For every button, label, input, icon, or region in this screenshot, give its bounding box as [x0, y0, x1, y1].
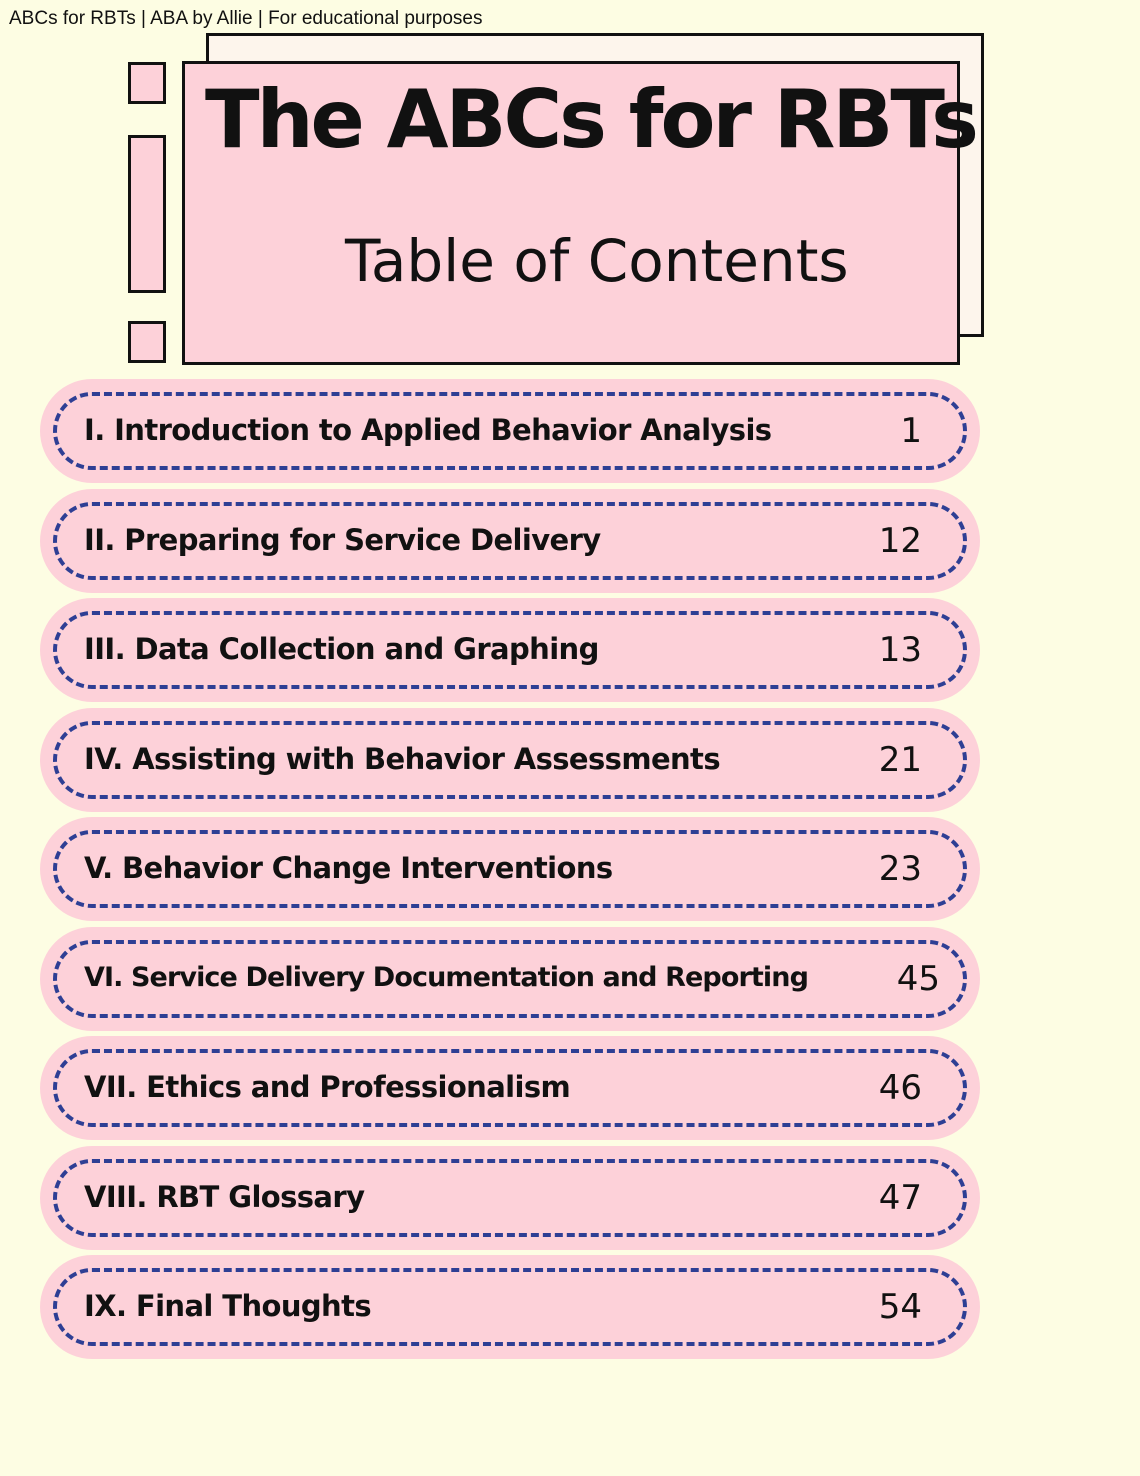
toc-item-page: 46: [878, 1068, 922, 1108]
toc-item-page: 1: [900, 411, 922, 451]
toc-item-page: 23: [878, 849, 922, 889]
toc-item-label: I. Introduction to Applied Behavior Analysis: [84, 413, 772, 447]
page-title: The ABCs for RBTs: [205, 73, 976, 166]
toc-item-page: 54: [878, 1287, 922, 1327]
toc-item-page: 12: [878, 520, 922, 561]
toc-item-6[interactable]: [40, 927, 980, 1031]
toc-item-2[interactable]: [40, 489, 980, 593]
toc-item-label: V. Behavior Change Interventions: [84, 851, 613, 885]
toc-item-page: 13: [878, 630, 922, 670]
toc-item-1[interactable]: [40, 379, 980, 483]
toc-item-label: III. Data Collection and Graphing: [84, 632, 599, 666]
toc-item-3[interactable]: [40, 598, 980, 702]
header-note: ABCs for RBTs | ABA by Allie | For educational purposes: [9, 8, 483, 29]
toc-item-page: 47: [878, 1177, 922, 1218]
toc-item-7[interactable]: [40, 1036, 980, 1140]
title-card: [182, 61, 976, 365]
toc-item-label: II. Preparing for Service Delivery: [84, 522, 601, 557]
toc-item-5[interactable]: [40, 817, 980, 921]
decor-block-bottom: [128, 321, 166, 363]
toc-item-page: 45: [896, 958, 940, 999]
toc-item-4[interactable]: [40, 708, 980, 812]
decor-block-top: [128, 62, 166, 104]
toc-item-9[interactable]: [40, 1255, 980, 1359]
table-of-contents: [40, 379, 980, 1365]
toc-item-label: IX. Final Thoughts: [84, 1289, 371, 1323]
toc-item-8[interactable]: [40, 1146, 980, 1250]
toc-item-label: VI. Service Delivery Documentation and Reporting: [84, 961, 808, 993]
decor-block-middle: [128, 135, 166, 293]
page-subtitle: Table of Contents: [345, 227, 849, 295]
toc-item-page: 21: [878, 739, 922, 780]
toc-item-label: IV. Assisting with Behavior Assessments: [84, 741, 720, 776]
toc-item-label: VII. Ethics and Professionalism: [84, 1070, 571, 1104]
toc-item-label: VIII. RBT Glossary: [84, 1179, 365, 1214]
